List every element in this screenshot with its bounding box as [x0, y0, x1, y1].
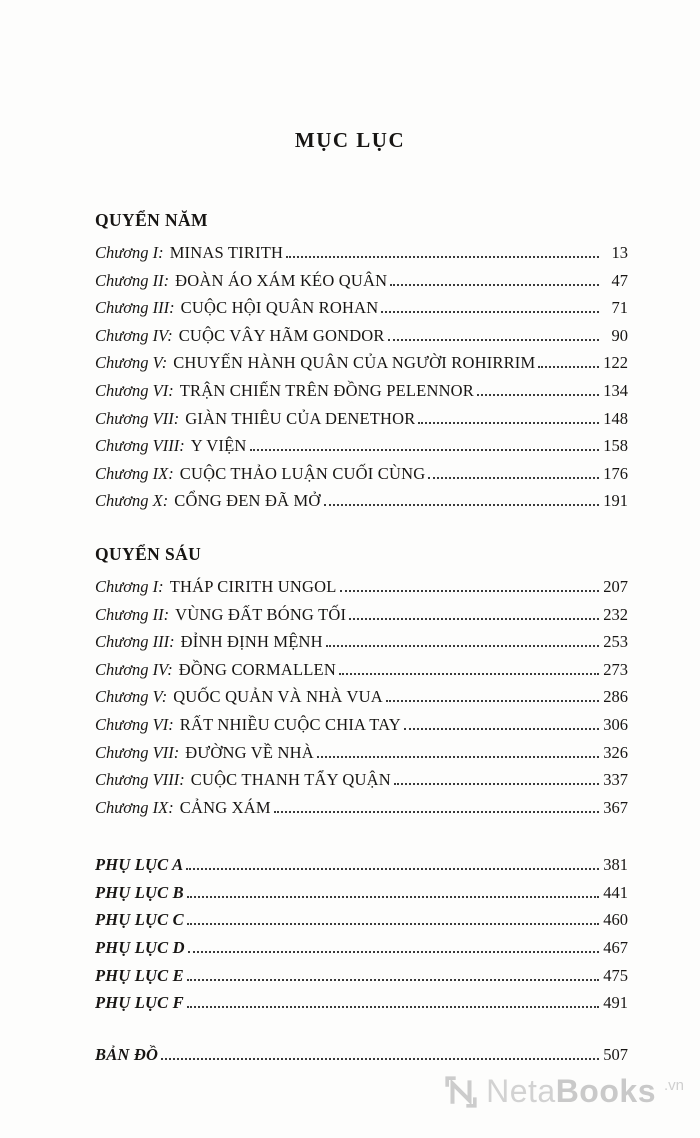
page-number: 286	[603, 687, 628, 707]
dot-leader	[390, 283, 599, 286]
page-number: 326	[603, 742, 628, 762]
chapter-title: CUỘC THANH TẨY QUẬN	[190, 770, 391, 790]
toc-entry	[95, 656, 628, 684]
chapter-prefix: Chương IV:	[95, 659, 173, 679]
chapter-prefix: Chương VIII:	[95, 436, 185, 456]
chapter-title: VÙNG ĐẤT BÓNG TỐI	[175, 604, 347, 624]
chapter-title: TRẬN CHIẾN TRÊN ĐỒNG PELENNOR	[179, 380, 475, 400]
chapter-title: CUỘC THẢO LUẬN CUỐI CÙNG	[179, 463, 426, 483]
toc-entry	[95, 766, 628, 794]
section-heading: QUYỂN NĂM	[95, 210, 208, 230]
page-number: 253	[603, 632, 628, 652]
page-number: 367	[603, 797, 628, 817]
appendix-entry	[95, 906, 628, 934]
chapter-prefix: Chương V:	[95, 353, 168, 373]
dot-leader	[339, 672, 599, 675]
chapter-prefix: Chương IX:	[95, 463, 174, 483]
dot-leader	[538, 365, 599, 368]
dot-leader	[250, 448, 600, 451]
page-number: 306	[603, 714, 628, 734]
chapter-title: CHUYẾN HÀNH QUÂN CỦA NGƯỜI ROHIRRIM	[173, 353, 536, 373]
chapter-prefix: Chương II:	[95, 270, 170, 290]
toc-entry	[95, 239, 628, 267]
page-number: 134	[603, 380, 628, 400]
page-number: 158	[603, 436, 628, 456]
dot-leader	[324, 503, 599, 506]
chapter-prefix: Chương VIII:	[95, 770, 185, 790]
page-number: 191	[603, 491, 628, 511]
page-number: 176	[603, 463, 628, 483]
watermark-brand-bold: Books	[555, 1073, 656, 1109]
appendix-label: PHỤ LỤC F	[95, 993, 184, 1013]
page-number: 13	[611, 243, 628, 262]
dot-leader	[388, 338, 599, 341]
appendix-label: PHỤ LỤC D	[95, 938, 185, 958]
page-number: 207	[603, 576, 628, 596]
dot-leader	[404, 727, 599, 730]
dot-leader	[317, 755, 599, 758]
page-number: 491	[603, 993, 628, 1013]
appendix-label: PHỤ LỤC A	[95, 855, 184, 875]
dot-leader	[381, 310, 599, 313]
chapter-prefix: Chương III:	[95, 632, 175, 652]
toc-sections	[95, 206, 628, 821]
chapter-title: QUỐC QUẢN VÀ NHÀ VUA	[173, 687, 383, 707]
page-number: 90	[611, 325, 628, 345]
chapter-title: CẢNG XÁM	[179, 797, 271, 817]
toc-entry	[95, 267, 628, 295]
page-number: 273	[603, 659, 628, 679]
appendix-entry	[95, 989, 628, 1017]
chapter-title: GIÀN THIÊU CỦA DENETHOR	[185, 408, 416, 428]
dot-leader	[477, 393, 599, 396]
watermark-tld: .vn	[663, 1077, 684, 1094]
toc-entry	[95, 601, 628, 629]
page-number: 122	[603, 353, 628, 373]
page-number: 441	[603, 882, 628, 902]
dot-leader	[428, 476, 599, 479]
chapter-title: ĐƯỜNG VỀ NHÀ	[185, 742, 314, 762]
page-number: 47	[611, 270, 628, 290]
chapter-title: CUỘC HỘI QUÂN ROHAN	[180, 298, 379, 318]
toc-entry	[95, 377, 628, 405]
netabooks-watermark	[444, 1073, 684, 1110]
netabooks-logo-icon	[444, 1075, 478, 1109]
toc-entry	[95, 794, 628, 822]
page-number: 460	[603, 910, 628, 930]
toc-entry	[95, 405, 628, 433]
toc-entry	[95, 573, 628, 601]
appendix-list	[95, 851, 628, 1017]
chapter-prefix: Chương IX:	[95, 797, 174, 817]
appendix-entry	[95, 879, 628, 907]
toc-entry	[95, 739, 628, 767]
appendix-entry	[95, 962, 628, 990]
page-title: MỤC LỤC	[294, 128, 406, 152]
chapter-prefix: Chương I:	[95, 243, 164, 262]
appendix-label: PHỤ LỤC C	[95, 910, 184, 930]
toc-entry	[95, 487, 628, 515]
chapter-prefix: Chương V:	[95, 687, 168, 707]
chapter-prefix: Chương VII:	[95, 742, 180, 762]
map-entry	[95, 1041, 628, 1069]
toc-content	[0, 153, 700, 1068]
chapter-title: CỔNG ĐEN ĐÃ MỞ	[174, 491, 321, 511]
dot-leader	[161, 1057, 599, 1060]
toc-entry	[95, 349, 628, 377]
appendix-entry	[95, 851, 628, 879]
dot-leader	[187, 978, 599, 981]
chapter-title: ĐOÀN ÁO XÁM KÉO QUÂN	[175, 270, 388, 290]
toc-entry	[95, 432, 628, 460]
appendix-entry	[95, 934, 628, 962]
toc-entry	[95, 460, 628, 488]
page-number: 381	[603, 855, 628, 875]
chapter-prefix: Chương III:	[95, 298, 175, 318]
toc-entry	[95, 322, 628, 350]
page-number: 232	[603, 604, 628, 624]
toc-entry	[95, 294, 628, 322]
chapter-prefix: Chương VII:	[95, 408, 180, 428]
dot-leader	[186, 867, 599, 870]
page-number: 337	[603, 770, 628, 790]
chapter-prefix: Chương VI:	[95, 380, 174, 400]
chapter-title: Y VIỆN	[190, 436, 247, 456]
dot-leader	[187, 895, 599, 898]
appendix-label: PHỤ LỤC E	[95, 965, 184, 985]
dot-leader	[386, 699, 599, 702]
chapter-prefix: Chương II:	[95, 604, 170, 624]
dot-leader	[187, 1005, 599, 1008]
page-number: 148	[603, 408, 628, 428]
dot-leader	[418, 421, 599, 424]
watermark-brand-light: Neta	[486, 1073, 556, 1109]
dot-leader	[187, 922, 599, 925]
watermark-text	[486, 1073, 656, 1110]
chapter-prefix: Chương I:	[95, 576, 164, 596]
dot-leader	[326, 644, 599, 647]
dot-leader	[340, 589, 599, 592]
page-number: 475	[603, 965, 628, 985]
dot-leader	[274, 810, 599, 813]
section-heading: QUYỂN SÁU	[95, 543, 202, 564]
chapter-title: ĐỒNG CORMALLEN	[178, 659, 336, 679]
chapter-title: MINAS TIRITH	[169, 243, 284, 262]
dot-leader	[349, 617, 599, 620]
chapter-title: CUỘC VÂY HÃM GONDOR	[178, 325, 385, 345]
dot-leader	[188, 950, 599, 953]
chapter-prefix: Chương VI:	[95, 714, 174, 734]
chapter-title: RẤT NHIỀU CUỘC CHIA TAY	[179, 714, 401, 734]
chapter-title: ĐỈNH ĐỊNH MỆNH	[180, 632, 323, 652]
chapter-title: THÁP CIRITH UNGOL	[169, 576, 337, 596]
page-number: 71	[611, 298, 628, 318]
page-number: 467	[603, 938, 628, 958]
dot-leader	[394, 782, 599, 785]
chapter-prefix: Chương X:	[95, 491, 169, 511]
appendix-label: PHỤ LỤC B	[95, 882, 184, 902]
map-label: BẢN ĐỒ	[95, 1044, 159, 1064]
map-entry-block	[95, 1041, 628, 1069]
page-number: 507	[603, 1044, 628, 1064]
toc-entry	[95, 628, 628, 656]
dot-leader	[286, 255, 599, 258]
toc-entry	[95, 711, 628, 739]
toc-entry	[95, 683, 628, 711]
chapter-prefix: Chương IV:	[95, 325, 173, 345]
